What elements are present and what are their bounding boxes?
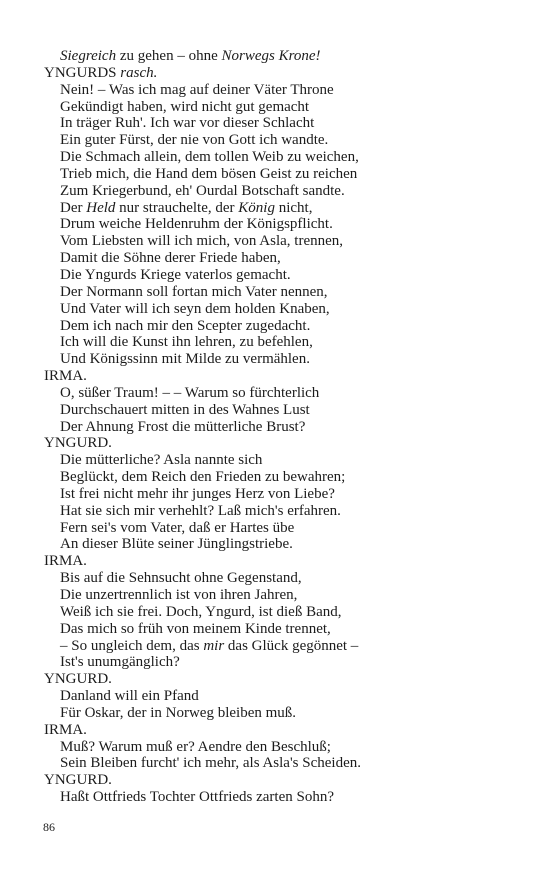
verse-line	[44, 503, 524, 520]
page-number: 86	[43, 820, 55, 834]
text-segment: Die Schmach allein, dem tollen Weib zu weichen,	[60, 149, 359, 166]
verse-line	[44, 301, 524, 318]
text-segment: Muß? Warum muß er? Aendre den Beschluß;	[60, 738, 331, 755]
text-segment: Vom Liebsten will ich mich, von Asla, trennen,	[60, 233, 344, 250]
text-segment: Ich will die Kunst ihn lehren, zu befehlen,	[60, 334, 313, 351]
text-segment: Die unzertrennlich ist von ihren Jahren,	[60, 587, 298, 603]
verse-line	[44, 520, 524, 537]
text-segment: Fern sei's vom Vater, daß er Hartes übe	[60, 519, 295, 536]
verse-line	[44, 739, 524, 756]
speaker-heading	[44, 65, 524, 82]
verse-line	[44, 536, 524, 553]
verse-line	[44, 132, 524, 149]
text-segment: Weiß ich sie frei. Doch, Yngurd, ist dieß Band,	[60, 603, 342, 620]
italic-text-segment: mir	[203, 637, 225, 654]
speaker-heading	[44, 671, 524, 688]
verse-line	[44, 705, 524, 722]
speaker-heading	[44, 722, 524, 739]
text-segment: Der Normann soll fortan mich Vater nennen,	[60, 283, 328, 300]
italic-text-segment: Siegreich	[60, 48, 117, 64]
text-segment: Der	[60, 199, 87, 216]
text-segment: Haßt Ottfrieds Tochter Ottfrieds zarten Sohn?	[60, 789, 335, 806]
text-segment: Der Ahnung Frost die mütterliche Brust?	[60, 418, 306, 435]
verse-line	[44, 604, 524, 621]
text-segment: YNGURD.	[44, 772, 112, 789]
verse-line	[44, 402, 524, 419]
text-segment: IRMA.	[44, 368, 87, 385]
text-segment: Trieb mich, die Hand dem bösen Geist zu reichen	[60, 165, 358, 182]
italic-text-segment: Norwegs Krone!	[221, 48, 321, 64]
verse-line	[44, 570, 524, 587]
verse-line	[44, 789, 524, 806]
verse-line	[44, 99, 524, 116]
text-segment: Gekündigt haben, wird nicht gut gemacht	[60, 98, 310, 115]
verse-line	[44, 469, 524, 486]
verse-line	[44, 115, 524, 132]
text-segment: YNGURDS	[44, 64, 121, 81]
text-segment: Und Königssinn mit Milde zu vermählen.	[60, 351, 310, 368]
text-segment: YNGURD.	[44, 671, 112, 688]
text-segment: Ein guter Fürst, der nie von Gott ich wandte.	[60, 132, 329, 149]
verse-line	[44, 486, 524, 503]
verse-line	[44, 166, 524, 183]
verse-line	[44, 755, 524, 772]
text-segment: Drum weiche Heldenruhm der Königspflicht.	[60, 216, 333, 233]
verse-line	[44, 267, 524, 284]
text-segment: O, süßer Traum! – – Warum so fürchterlich	[60, 384, 320, 401]
text-segment: Beglückt, dem Reich den Frieden zu bewahren;	[60, 469, 346, 486]
speaker-heading	[44, 772, 524, 789]
text-segment: IRMA.	[44, 721, 87, 738]
text-segment: Damit die Söhne derer Friede haben,	[60, 250, 281, 267]
text-segment: Zum Kriegerbund, eh' Ourdal Botschaft sandte.	[60, 182, 345, 199]
text-segment: Bis auf die Sehnsucht ohne Gegenstand,	[60, 570, 302, 587]
text-segment: zu gehen – ohne	[116, 48, 222, 64]
speaker-heading	[44, 553, 524, 570]
verse-line	[44, 654, 524, 671]
text-segment: Die Yngurds Kriege vaterlos gemacht.	[60, 266, 291, 283]
text-segment: Und Vater will ich seyn dem holden Knaben,	[60, 300, 330, 317]
italic-text-segment: König	[238, 199, 275, 216]
verse-line	[44, 334, 524, 351]
speaker-heading	[44, 368, 524, 385]
text-segment: IRMA.	[44, 553, 87, 570]
verse-line	[44, 351, 524, 368]
text-segment: Durchschauert mitten in des Wahnes Lust	[60, 401, 310, 418]
verse-line	[44, 183, 524, 200]
text-segment: Hat sie sich mir verhehlt? Laß mich's erfahren.	[60, 502, 341, 519]
text-segment: Nein! – Was ich mag auf deiner Väter Throne	[60, 81, 334, 98]
verse-line	[44, 452, 524, 469]
text-segment: Das mich so früh von meinem Kinde trennet,	[60, 620, 331, 637]
verse-line	[44, 48, 524, 65]
text-segment: das Glück gegönnet –	[224, 637, 359, 654]
verse-line	[44, 318, 524, 335]
verse-line	[44, 250, 524, 267]
verse-line	[44, 284, 524, 301]
verse-line	[44, 688, 524, 705]
verse-line	[44, 233, 524, 250]
verse-line	[44, 419, 524, 436]
text-segment: YNGURD.	[44, 435, 112, 452]
text-segment: nur strauchelte, der	[115, 199, 239, 216]
text-segment: Für Oskar, der in Norweg bleiben muß.	[60, 704, 297, 721]
verse-line	[44, 216, 524, 233]
verse-line	[44, 200, 524, 217]
text-segment: Dem ich nach mir den Scepter zugedacht.	[60, 317, 311, 334]
italic-text-segment: Held	[86, 199, 116, 216]
speaker-heading	[44, 435, 524, 452]
text-segment: In träger Ruh'. Ich war vor dieser Schlacht	[60, 115, 315, 132]
italic-text-segment: rasch.	[120, 64, 158, 81]
text-segment: Danland will ein Pfand	[60, 688, 199, 705]
verse-line	[44, 149, 524, 166]
text-segment: Ist frei nicht mehr ihr junges Herz von Liebe?	[60, 485, 335, 502]
verse-line	[44, 82, 524, 99]
text-segment: – So ungleich dem, das	[60, 637, 204, 654]
text-segment: Die mütterliche? Asla nannte sich	[60, 452, 263, 469]
verse-line	[44, 587, 524, 604]
text-segment: An dieser Blüte seiner Jünglingstriebe.	[60, 536, 293, 553]
verse-line	[44, 621, 524, 638]
verse-line	[44, 385, 524, 402]
verse-line	[44, 638, 524, 655]
text-segment: Ist's unumgänglich?	[60, 654, 180, 671]
text-segment: nicht,	[274, 199, 313, 216]
drama-text-block	[44, 48, 524, 806]
text-segment: Sein Bleiben furcht' ich mehr, als Asla's Scheiden.	[60, 755, 361, 772]
